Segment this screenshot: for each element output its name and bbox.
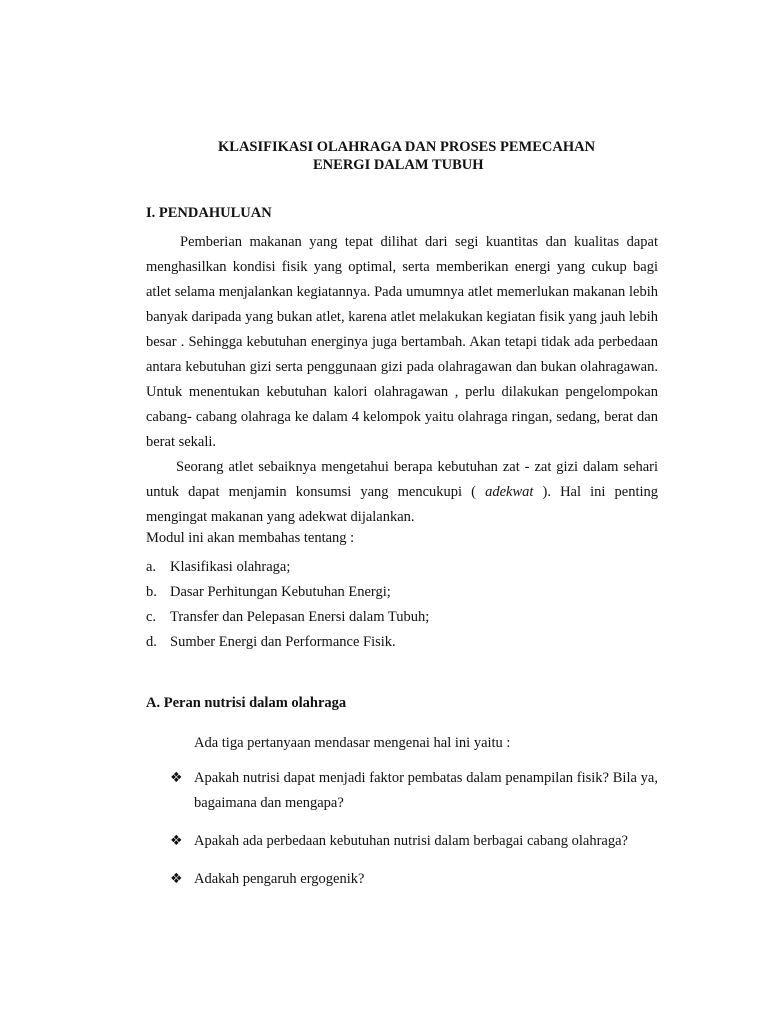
list-marker: a. xyxy=(146,559,157,575)
list-marker: d. xyxy=(146,634,157,650)
module-intro: Modul ini akan membahas tentang : xyxy=(146,530,355,546)
diamond-bullet-icon: ❖ xyxy=(170,871,183,887)
document-title-line-1: KLASIFIKASI OLAHRAGA DAN PROSES PEMECAHAN xyxy=(218,139,596,155)
list-item-text: Sumber Energi dan Performance Fisik. xyxy=(170,634,396,650)
document-title-line-2: ENERGI DALAM TUBUH xyxy=(313,157,484,173)
list-item xyxy=(146,580,429,605)
paragraph-intro: Pemberian makanan yang tepat dilihat dari segi kuantitas dan kualitas dapat menghasilkan kondisi fisik yang optimal, serta memberikan energi yang cukup bagi atlet selama menjalankan kegiatannya. Pada umumnya atlet memerlukan makanan lebih banyak daripada yang bukan atlet, karena atlet melakukan kegiatan fisik yang jauh lebih besar . Sehingga kebutuhan energinya juga bertambah. Akan tetapi tidak ada perbedaan antara kebutuhan gizi serta penggunaan gizi pada olahragawan dan bukan olahragawan. Untuk menentukan kebutuhan kalori olahragawan , perlu dilakukan pengelompokan cabang- cabang olahraga ke dalam 4 kelompok yaitu olahraga ringan, sedang, berat dan berat sekali. xyxy=(146,234,658,450)
paragraph-atlet xyxy=(146,455,658,530)
section-heading-peran-nutrisi: A. Peran nutrisi dalam olahraga xyxy=(146,695,347,711)
section-heading-pendahuluan: I. PENDAHULUAN xyxy=(146,205,272,221)
list-marker: c. xyxy=(146,609,157,625)
paragraph-atlet-italic-term: adekwat xyxy=(485,484,534,500)
questions-intro: Ada tiga pertanyaan mendasar mengenai hal ini yaitu : xyxy=(194,735,511,751)
question-text: Apakah ada perbedaan kebutuhan nutrisi dalam berbagai cabang olahraga? xyxy=(194,833,628,849)
question-text: Apakah nutrisi dapat menjadi faktor pembatas dalam penampilan fisik? Bila ya, bagaimana dan mengapa? xyxy=(194,770,658,811)
list-item-text: Klasifikasi olahraga; xyxy=(170,559,291,575)
paragraph-atlet-text-1: Seorang atlet sebaiknya mengetahui berapa kebutuhan zat - zat gizi dalam sehari untuk dapat menjamin konsumsi yang mencukupi ( xyxy=(146,459,658,500)
diamond-bullet-icon: ❖ xyxy=(170,833,183,849)
list-item xyxy=(146,605,429,630)
list-item xyxy=(146,630,429,655)
list-item-text: Transfer dan Pelepasan Enersi dalam Tubuh; xyxy=(170,609,430,625)
question-text: Adakah pengaruh ergogenik? xyxy=(194,871,365,887)
diamond-bullet-icon: ❖ xyxy=(170,770,183,786)
list-item-text: Dasar Perhitungan Kebutuhan Energi; xyxy=(170,584,391,600)
list-marker: b. xyxy=(146,584,157,600)
paragraph-atlet-text-2: ). Hal ini penting mengingat makanan yang adekwat dijalankan. xyxy=(146,484,658,525)
list-item xyxy=(146,555,429,580)
topic-list xyxy=(146,555,429,655)
